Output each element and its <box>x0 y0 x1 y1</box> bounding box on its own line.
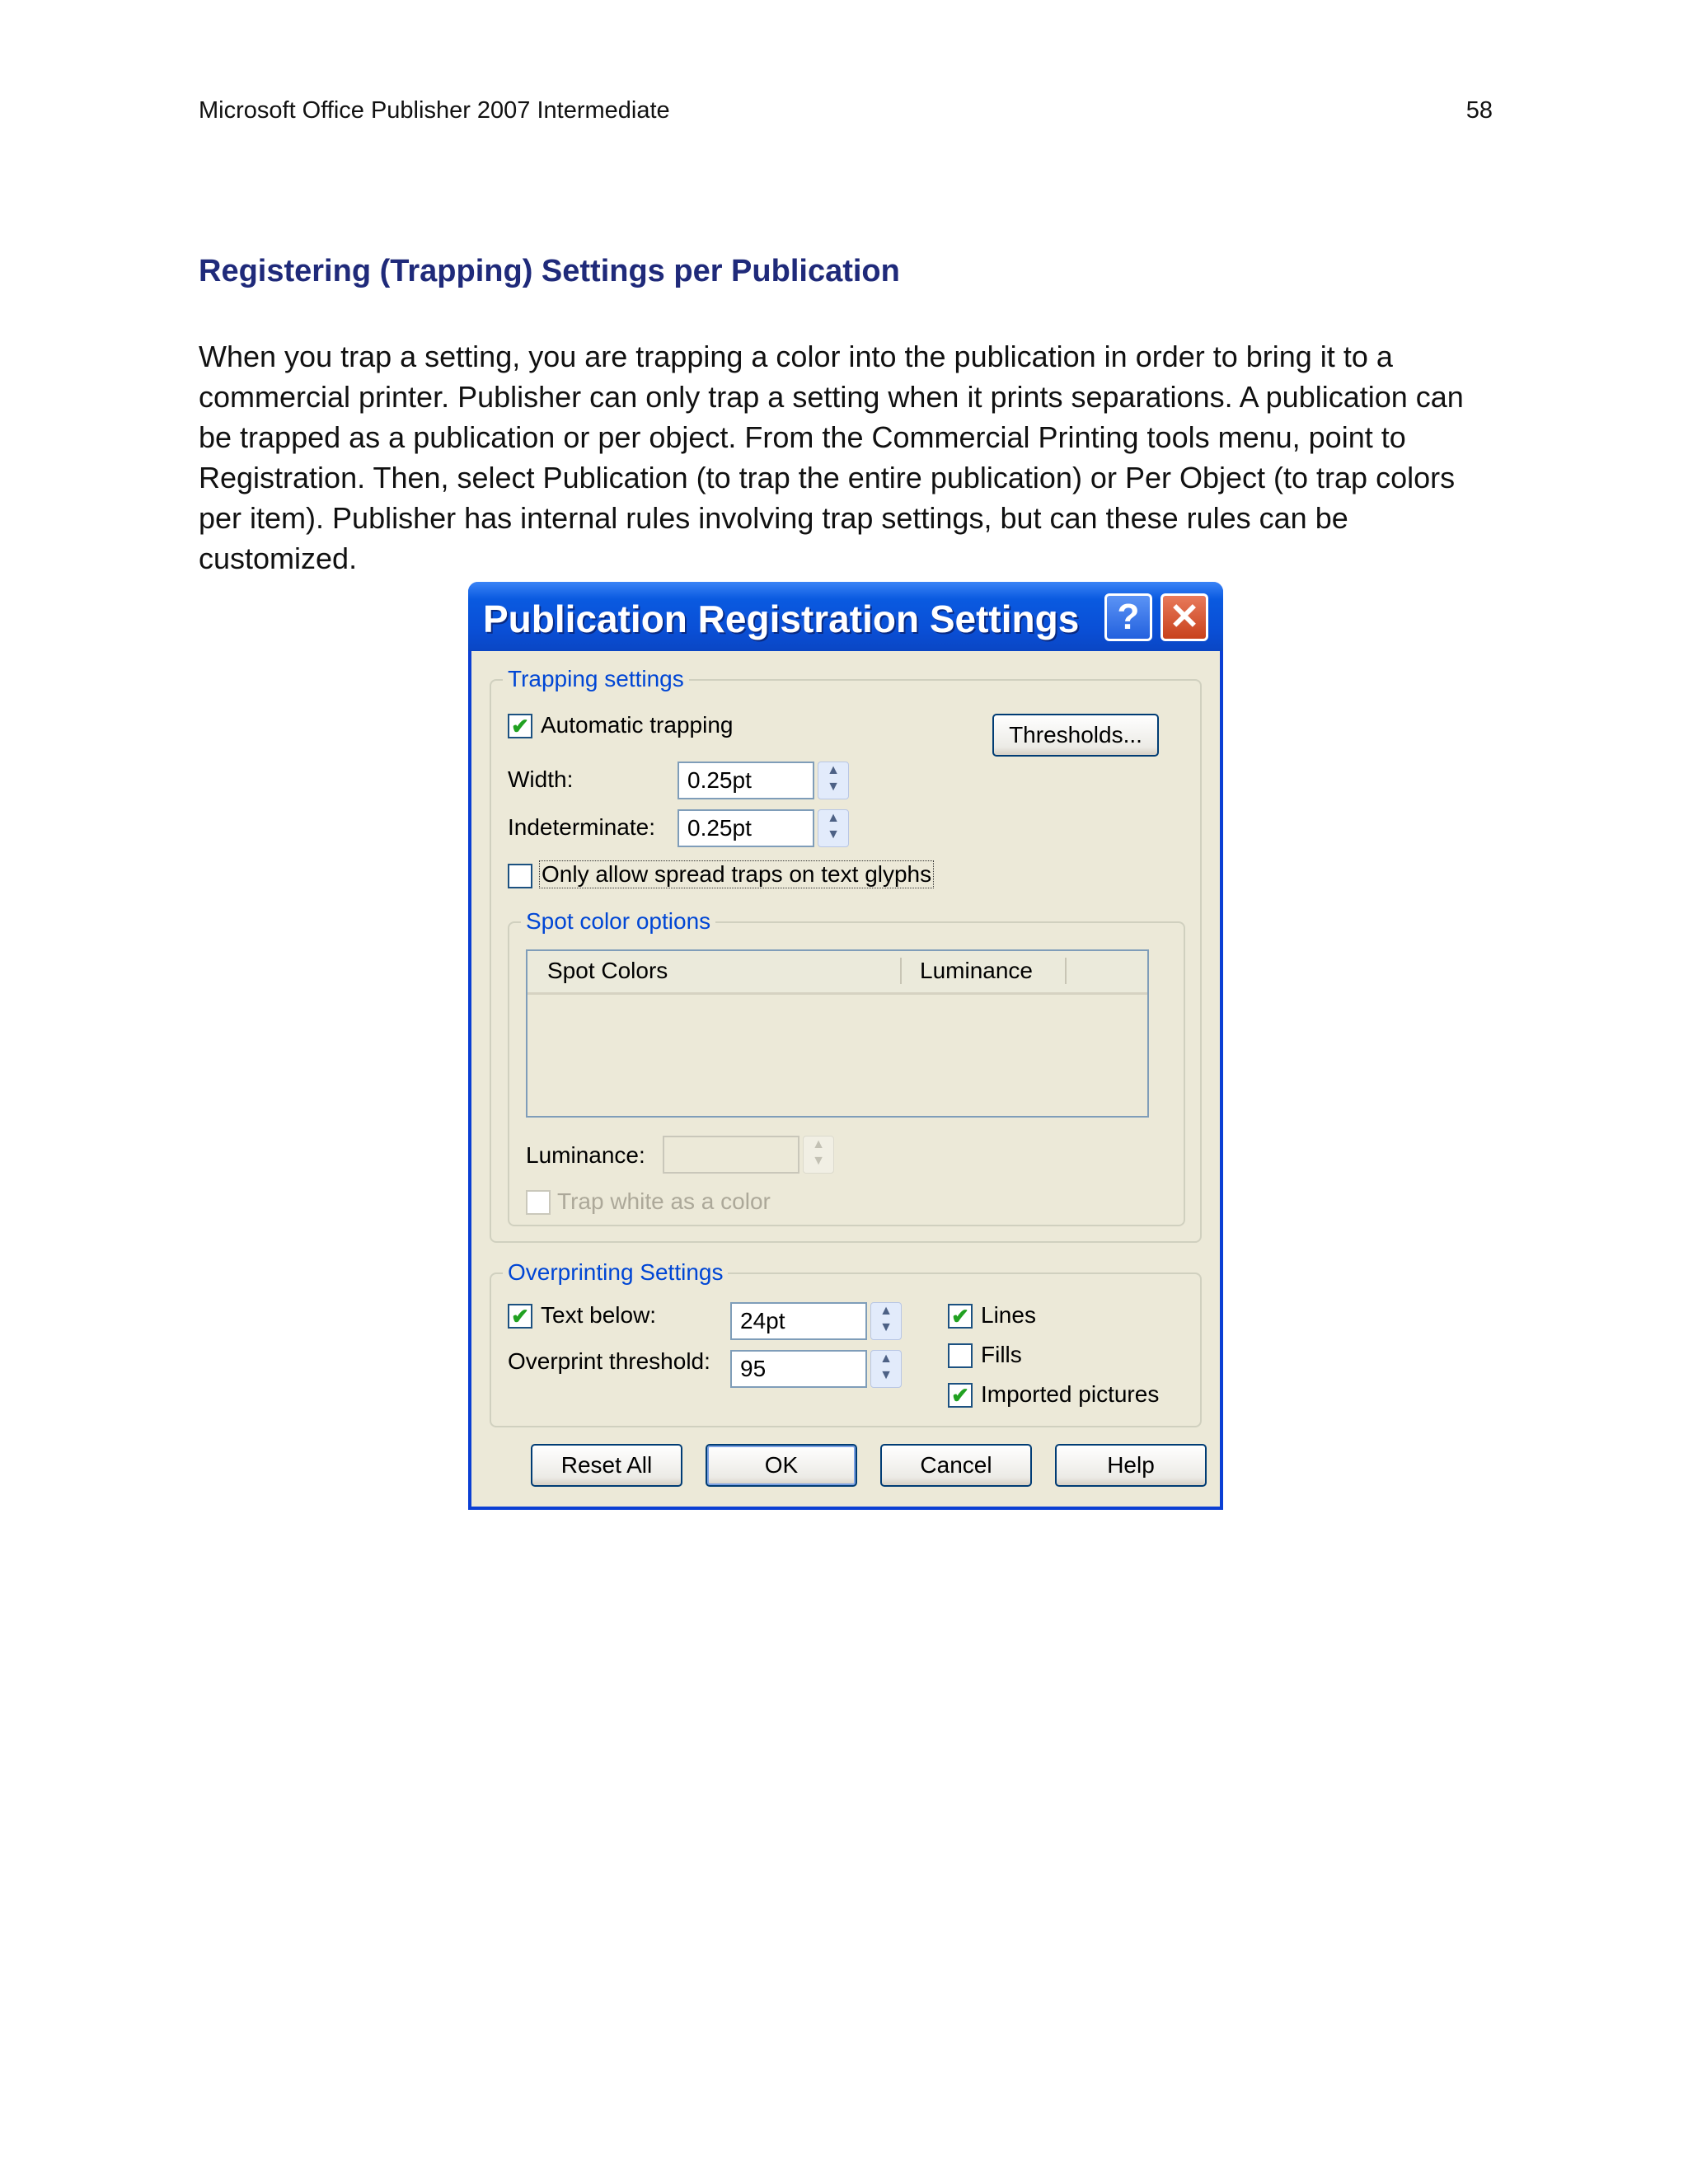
page-header <box>199 97 1493 124</box>
imported-pictures-checkbox[interactable]: ✔ <box>948 1383 973 1408</box>
spin-down-icon[interactable]: ▼ <box>879 1320 893 1334</box>
dialog-title: Publication Registration Settings <box>483 598 1080 640</box>
trap-white-label: Trap white as a color <box>557 1188 771 1214</box>
spin-up-icon[interactable]: ▲ <box>827 763 840 777</box>
column-divider <box>1065 958 1067 984</box>
spot-colors-list[interactable] <box>526 949 1149 1118</box>
trapping-settings-label: Trapping settings <box>503 666 689 692</box>
trap-white-checkbox[interactable] <box>526 1190 551 1215</box>
luminance-spinner[interactable] <box>803 1136 834 1174</box>
spin-down-icon[interactable]: ▼ <box>827 827 840 841</box>
text-below-checkbox[interactable]: ✔ <box>508 1304 532 1329</box>
indeterminate-label: Indeterminate: <box>508 814 655 840</box>
luminance-label: Luminance: <box>526 1142 645 1168</box>
help-title-button[interactable]: ? <box>1104 593 1152 641</box>
spot-color-options-group <box>508 908 1185 1226</box>
text-below-spinner[interactable] <box>870 1302 902 1340</box>
overprinting-settings-label: Overprinting Settings <box>503 1259 728 1286</box>
overprint-threshold-label: Overprint threshold: <box>508 1348 710 1374</box>
overprint-threshold-input[interactable]: 95 <box>730 1350 867 1388</box>
column-luminance[interactable]: Luminance <box>920 958 1033 983</box>
spin-up-icon[interactable]: ▲ <box>879 1352 893 1366</box>
spin-down-icon[interactable]: ▼ <box>827 780 840 794</box>
width-spinner[interactable] <box>818 762 849 799</box>
spot-colors-list-header <box>528 951 1147 995</box>
body-paragraph: When you trap a setting, you are trapping a color into the publication in order to bring it to a commercial printer. Publisher can only trap a setting when it prints separations. A publication can be trapped as a publication or per object. From the Commercial Printing tools menu, point to Registration. Then, select Publication (to trap the entire publication) or Per Object (to trap colors per item). Publisher has internal rules involving trap settings, but can these rules can be customized. <box>199 340 1464 575</box>
cancel-button[interactable]: Cancel <box>880 1444 1032 1487</box>
overprinting-settings-group <box>490 1259 1202 1427</box>
help-button[interactable]: Help <box>1055 1444 1207 1487</box>
overprint-threshold-spinner[interactable] <box>870 1350 902 1388</box>
text-below-input[interactable]: 24pt <box>730 1302 867 1340</box>
reset-all-button[interactable]: Reset All <box>531 1444 682 1487</box>
imported-pictures-label: Imported pictures <box>981 1381 1160 1407</box>
only-spread-traps-label: Only allow spread traps on text glyphs <box>539 860 934 888</box>
page-number: 58 <box>1465 97 1493 124</box>
width-input[interactable]: 0.25pt <box>678 762 814 799</box>
automatic-trapping-checkbox[interactable]: ✔ <box>508 714 532 738</box>
spin-up-icon[interactable]: ▲ <box>812 1137 825 1151</box>
spot-color-options-label: Spot color options <box>521 908 715 935</box>
spin-up-icon[interactable]: ▲ <box>879 1304 893 1318</box>
column-spot-colors[interactable]: Spot Colors <box>547 958 668 983</box>
indeterminate-input[interactable]: 0.25pt <box>678 809 814 847</box>
lines-checkbox[interactable]: ✔ <box>948 1304 973 1329</box>
spin-down-icon[interactable]: ▼ <box>812 1154 825 1168</box>
lines-label: Lines <box>981 1302 1036 1328</box>
column-divider <box>900 958 902 984</box>
registration-settings-dialog <box>468 582 1223 1510</box>
fills-checkbox[interactable] <box>948 1343 973 1368</box>
section-heading: Registering (Trapping) Settings per Publication <box>199 254 900 288</box>
luminance-input[interactable] <box>663 1136 799 1174</box>
header-title: Microsoft Office Publisher 2007 Intermediate <box>199 97 670 124</box>
fills-label: Fills <box>981 1342 1022 1367</box>
only-spread-traps-checkbox[interactable] <box>508 864 532 888</box>
text-below-label: Text below: <box>541 1302 657 1328</box>
dialog-titlebar <box>468 582 1223 651</box>
indeterminate-spinner[interactable] <box>818 809 849 847</box>
trapping-settings-group <box>490 666 1202 1243</box>
width-label: Width: <box>508 766 574 792</box>
spin-down-icon[interactable]: ▼ <box>879 1368 893 1382</box>
spin-up-icon[interactable]: ▲ <box>827 811 840 825</box>
close-button[interactable]: ✕ <box>1160 593 1208 641</box>
ok-button[interactable]: OK <box>706 1444 857 1487</box>
automatic-trapping-label: Automatic trapping <box>541 712 734 738</box>
thresholds-button[interactable]: Thresholds... <box>992 714 1159 757</box>
